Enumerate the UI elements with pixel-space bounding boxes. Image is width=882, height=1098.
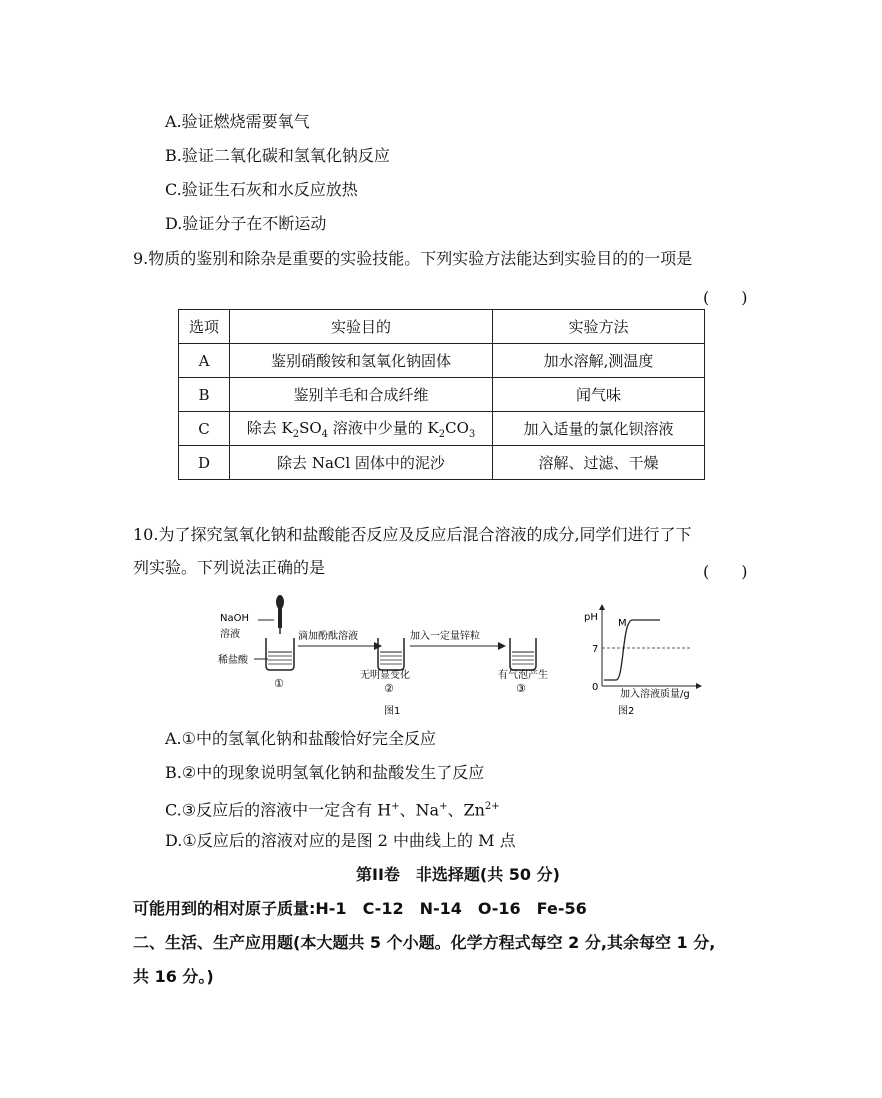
table-row [179,378,705,412]
relative-atomic-masses: 可能用到的相对原子质量:H-1 C-12 N-14 O-16 Fe-56 [133,899,587,918]
figure-2-ph-curve [582,602,712,717]
header-method: 实验方法 [493,310,705,344]
origin-label: 0 [592,682,599,693]
label-1: ① [274,677,284,690]
step-2-label: 加入一定量锌粒 [410,631,480,642]
arrow-right-icon [498,642,506,650]
section-heading-line1: 二、生活、生产应用题(本大题共 5 个小题。化学方程式每空 2 分,其余每空 1 分, [133,933,716,952]
row-goal: 鉴别羊毛和合成纤维 [230,378,493,412]
x-axis-label: 加入溶液质量/g [620,689,690,700]
beaker-3-icon [510,638,536,670]
figure-1-caption: 图1 [384,706,401,717]
table-row [179,446,705,480]
point-m-label: M [618,618,627,629]
q9-answer-paren: ( ) [703,288,748,307]
dropper-icon [276,595,284,634]
q8-option-a: A.验证燃烧需要氧气 [165,112,310,131]
section-2-title: 第II卷 非选择题(共 50 分) [356,865,560,884]
q10-option-d: D.①反应后的溶液对应的是图 2 中曲线上的 M 点 [165,831,516,850]
beaker-2-icon [378,638,404,670]
q10-option-b: B.②中的现象说明氢氧化钠和盐酸发生了反应 [165,763,485,782]
q10-stem-line2: 列实验。下列说法正确的是 [133,558,326,577]
row-goal: 除去 NaCl 固体中的泥沙 [230,446,493,480]
q10-stem-line1: 10.为了探究氢氧化钠和盐酸能否反应及反应后混合溶液的成分,同学们进行了下 [133,525,692,544]
solution-label: 溶液 [220,629,240,640]
y-axis-arrow-icon [599,604,605,610]
figure-2-caption: 图2 [618,706,635,717]
ph-curve [604,620,660,680]
table-row [179,344,705,378]
header-option: 选项 [179,310,230,344]
row-method: 加入适量的氯化钡溶液 [493,412,705,446]
row-method: 闻气味 [493,378,705,412]
y-axis-label: pH [584,612,598,623]
table-header-row [179,310,705,344]
table-row [179,412,705,446]
figure-1-experiment [214,592,564,717]
row-option: C [179,412,230,446]
hcl-label: 稀盐酸 [218,655,248,666]
row-goal: 除去 $K_2SO_4$ 溶液中少量的 $K_2CO_3$ [230,412,493,446]
q8-option-d: D.验证分子在不断运动 [165,214,327,233]
row-option: A [179,344,230,378]
q8-option-b: B.验证二氧化碳和氢氧化钠反应 [165,146,390,165]
step-1-label: 滴加酚酞溶液 [298,631,358,642]
observation-2: 无明显变化 [360,670,410,681]
label-3: ③ [516,682,526,695]
row-method: 加水溶解,测温度 [493,344,705,378]
q8-option-c: C.验证生石灰和水反应放热 [165,180,358,199]
beaker-1-icon [266,638,294,670]
q10-option-c: C.③反应后的溶液中一定含有 H+、Na+、$Zn^{2+}$ [165,800,500,820]
q9-stem: 9.物质的鉴别和除杂是重要的实验技能。下列实验方法能达到实验目的的一项是 [133,249,693,268]
q10-answer-paren: ( ) [703,562,748,581]
section-heading-line2: 共 16 分。) [133,967,214,986]
row-option: B [179,378,230,412]
observation-3: 有气泡产生 [498,670,548,681]
row-option: D [179,446,230,480]
row-goal: 鉴别硝酸铵和氢氧化钠固体 [230,344,493,378]
row-method: 溶解、过滤、干燥 [493,446,705,480]
q9-table [178,309,705,480]
q10-option-a: A.①中的氢氧化钠和盐酸恰好完全反应 [165,729,436,748]
header-goal: 实验目的 [230,310,493,344]
label-2: ② [384,682,394,695]
naoh-label: NaOH [220,613,249,624]
tick-7: 7 [592,644,599,655]
x-axis-arrow-icon [696,683,702,689]
